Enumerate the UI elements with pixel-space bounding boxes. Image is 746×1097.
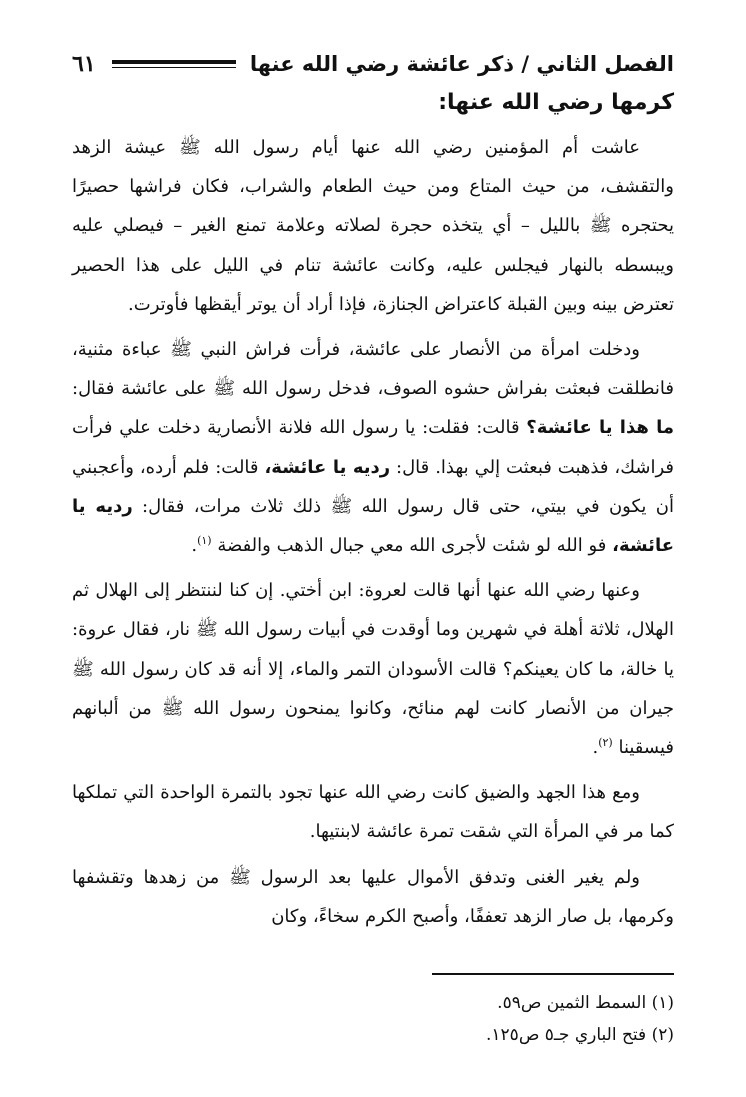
header-rule-thick: [112, 60, 236, 64]
quote-bold: ما هذا يا عائشة؟: [526, 417, 674, 439]
running-title: الفصل الثاني / ذكر عائشة رضي الله عنها: [249, 52, 674, 76]
paragraph-2: ودخلت امرأة من الأنصار على عائشة، فرأت فراش النبي ﷺ عباءة مثنية، فانطلقت فبعثت بفراش حشوه الصوف، فدخل رسول الله ﷺ على عائشة فقال: ما هذا يا عائشة؟ قالت: فقلت: يا رسول الله فلانة الأنصارية دخلت علي فرأت فراشك، فذهبت فبعثت إلي بهذا. قال: رديه يا عائشة، قالت: فلم أرده، وأعجبني أن يكون في بيتي، حتى قال رسول الله ﷺ ذلك ثلاث مرات، فقال: رديه يا عائشة، فو الله لو شئت لأجرى الله معي جبال الذهب والفضة $^{(١)}$.: [72, 339, 674, 557]
section-heading: كرمها رضي الله عنها:: [438, 90, 674, 115]
quote-bold: رديه يا عائشة،: [72, 495, 674, 557]
footnotes: [72, 987, 674, 1051]
header-rule: [112, 60, 236, 69]
body-text: [72, 128, 674, 936]
header-rule-thin: [112, 67, 236, 69]
paragraph-3: وعنها رضي الله عنها أنها قالت لعروة: ابن أختي. إن كنا لننتظر إلى الهلال ثم الهلال، ثلاثة أهلة في شهرين وما أوقدت في أبيات رسول الله ﷺ نار، فقال عروة: يا خالة، ما كان يعينكم؟ قالت الأسودان التمر والماء، إلا أنه قد كان رسول الله ﷺ جيران من الأنصار كانت لهم منائح، وكانوا يمنحون رسول الله ﷺ من ألبانهم فيسقينا $^{(٢)}$.: [72, 580, 674, 759]
footnote-separator: [432, 973, 674, 975]
quote-bold: رديه يا عائشة،: [264, 456, 391, 478]
footnote-2: (٢) فتح الباري جـ٥ ص١٢٥.: [486, 1025, 674, 1045]
footnote-1: (١) السمط الثمين ص٥٩.: [497, 993, 674, 1013]
paragraph-5: ولم يغير الغنى وتدفق الأموال عليها بعد الرسول ﷺ من زهدها وتقشفها وكرمها، بل صار الزهد تعففًا، وأصبح الكرم سخاءً، وكان: [72, 866, 674, 927]
footnote-ref: (٢): [598, 736, 613, 750]
paragraph-4: ومع هذا الجهد والضيق كانت رضي الله عنها تجود بالتمرة الواحدة التي تملكها كما مر في المرأة التي شقت تمرة عائشة لابنتيها.: [72, 782, 674, 843]
footnote-ref: (١): [197, 534, 212, 548]
paragraph-1: عاشت أم المؤمنين رضي الله عنها أيام رسول الله ﷺ عيشة الزهد والتقشف، من حيث المتاع ومن حيث الطعام والشراب، فكان فراشها حصيرًا يحتجره ﷺ بالليل – أي يتخذه حجرة لصلاته وعلامة تمنع الغير – فيصلي عليه ويبسطه بالنهار فيجلس عليه، وكانت عائشة تنام في الليل على هذا الحصير تعترض بينه وبين القبلة كاعتراض الجنازة، فإذا أراد أن يوتر أيقظها فأوترت.: [72, 137, 674, 315]
page-number: ٦١: [72, 51, 96, 77]
page-header: [72, 42, 674, 86]
